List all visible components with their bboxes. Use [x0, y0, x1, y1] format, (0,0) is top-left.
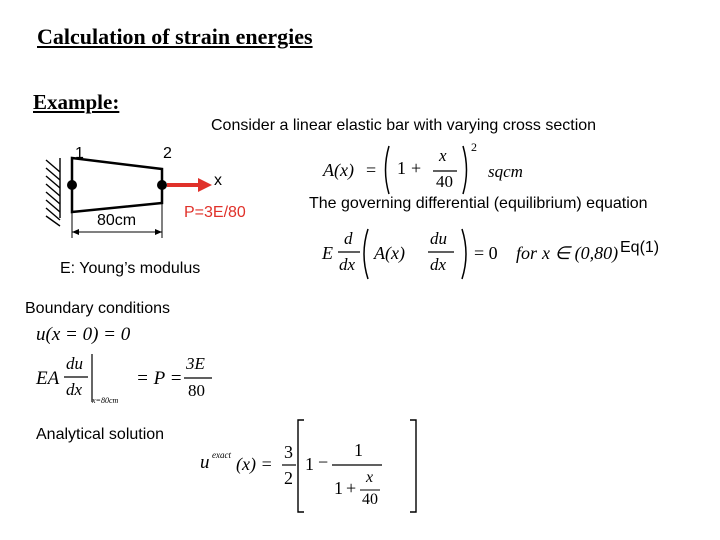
load-label: P=3E/80	[184, 204, 246, 221]
sol-u: u	[200, 452, 210, 473]
bc2-subscript: x=80cm	[92, 396, 119, 405]
area-power: 2	[471, 140, 477, 154]
bc2-rhs-fraction-bar	[182, 352, 216, 408]
diff-du: du	[430, 229, 447, 248]
node-2-label: 2	[163, 145, 172, 162]
bc2-dx: dx	[66, 380, 83, 399]
differential-equation	[320, 226, 619, 282]
bc2-du: du	[66, 354, 83, 373]
sol-brackets	[280, 416, 420, 516]
area-unit: sqcm	[488, 162, 523, 181]
node-1-label: 1	[75, 145, 84, 162]
bc2-EA: EA	[36, 368, 60, 389]
page-title: Calculation of strain energies	[37, 24, 313, 49]
diff-domain: x ∈ (0,80)	[542, 243, 619, 263]
bc2-equals-p: = P =	[136, 368, 183, 389]
youngs-modulus-note: E: Young’s modulus	[60, 260, 201, 277]
sol-inner-num: 1	[354, 440, 363, 460]
area-lhs: A(x)	[323, 160, 354, 180]
equation-label: Eq(1)	[620, 239, 660, 256]
analytical-solution-equation	[200, 416, 420, 516]
fixed-wall-support	[46, 158, 60, 226]
governing-text: The governing differential (equilibrium) equation	[309, 195, 648, 212]
diff-brackets	[336, 226, 476, 282]
node-2-marker	[157, 180, 167, 190]
diff-A: A(x)	[374, 243, 405, 263]
sol-inner-plus: +	[346, 478, 357, 498]
diff-dx: dx	[339, 255, 356, 274]
x-axis-label: x	[214, 172, 222, 189]
boundary-condition-2	[36, 352, 216, 408]
area-plus: +	[411, 158, 422, 178]
area-one: 1	[397, 158, 406, 178]
sol-inner-one: 1	[334, 478, 343, 498]
load-arrowhead	[198, 178, 212, 192]
example-heading: Example:	[33, 90, 120, 114]
area-num: x	[439, 146, 447, 165]
diff-d: d	[344, 229, 353, 248]
sol-inner-40: 40	[362, 491, 378, 508]
boundary-conditions-heading: Boundary conditions	[25, 300, 170, 317]
tapered-bar	[72, 158, 162, 212]
area-den: 40	[436, 172, 453, 191]
node-1-marker	[67, 180, 77, 190]
sol-frac-num: 3	[284, 442, 293, 462]
diff-dx2: dx	[430, 255, 447, 274]
bc2-den: 80	[188, 381, 205, 400]
diff-E: E	[322, 243, 333, 263]
analytical-solution-heading: Analytical solution	[36, 426, 165, 443]
boundary-condition-1: u(x = 0) = 0	[36, 324, 131, 345]
diff-for: for	[516, 243, 538, 263]
length-label: 80cm	[97, 212, 137, 229]
sol-arg: (x) =	[236, 454, 273, 474]
area-brackets	[381, 144, 471, 196]
area-equals: =	[366, 160, 377, 180]
sol-minus: −	[318, 452, 329, 472]
sol-one: 1	[305, 454, 314, 474]
bc2-num: 3E	[186, 354, 205, 373]
sol-sup: exact	[212, 450, 231, 460]
diff-equals: = 0	[474, 243, 498, 263]
problem-statement: Consider a linear elastic bar with varying cross section	[211, 117, 597, 134]
area-equation	[323, 140, 483, 196]
sol-inner-x: x	[366, 469, 374, 486]
sol-frac-den: 2	[284, 468, 293, 488]
